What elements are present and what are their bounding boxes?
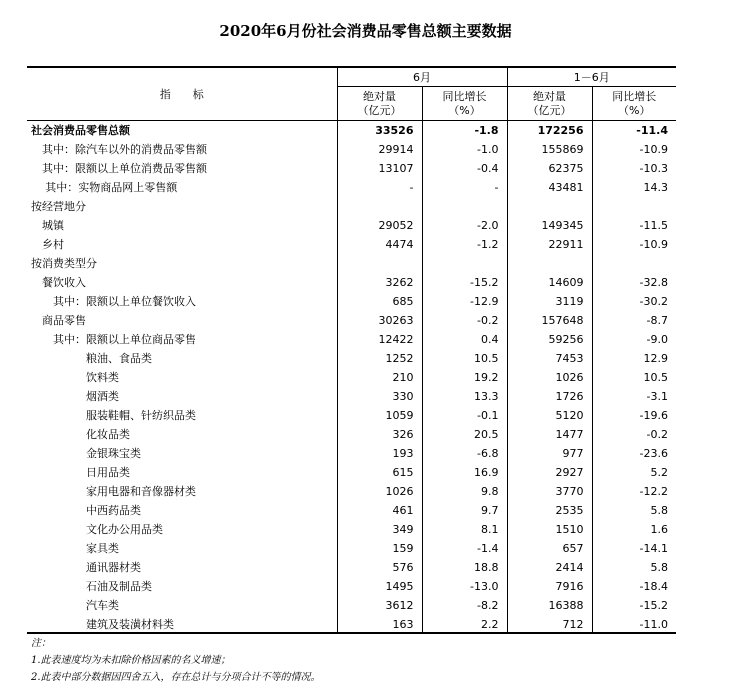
cum-abs-value: 3119	[507, 292, 592, 311]
row-name: 中西药品类	[86, 504, 141, 517]
june-abs-value: 29052	[337, 216, 422, 235]
june-abs-value: 326	[337, 425, 422, 444]
cum-abs-value: 657	[507, 539, 592, 558]
june-yoy-value: -12.9	[422, 292, 507, 311]
cum-yoy-value: 10.5	[592, 368, 676, 387]
note-1: 1.此表速度均为未扣除价格因素的名义增速；	[31, 655, 231, 666]
row-name: 按消费类型分	[31, 257, 97, 270]
cum-yoy-value	[592, 254, 676, 273]
table-row	[27, 596, 676, 615]
june-yoy-value: 13.3	[422, 387, 507, 406]
cum-yoy-value: -8.7	[592, 311, 676, 330]
cum-yoy-value: -11.4	[592, 121, 676, 141]
cum-abs-value: 2535	[507, 501, 592, 520]
june-yoy-value: -	[422, 178, 507, 197]
june-yoy-value	[422, 254, 507, 273]
table-row	[27, 273, 676, 292]
june-abs-value: 1252	[337, 349, 422, 368]
cum-abs-header: 绝对量 （亿元）	[507, 87, 592, 121]
cum-abs-value: 157648	[507, 311, 592, 330]
june-abs-value: 330	[337, 387, 422, 406]
page-title: 2020年6月份社会消费品零售总额主要数据	[219, 22, 512, 40]
table-row	[27, 235, 676, 254]
cum-abs-value: 7916	[507, 577, 592, 596]
june-abs-value: 159	[337, 539, 422, 558]
cum-abs-value: 155869	[507, 140, 592, 159]
cum-yoy-value: -18.4	[592, 577, 676, 596]
row-name: 金银珠宝类	[86, 447, 141, 460]
cum-yoy-value: -10.9	[592, 140, 676, 159]
cum-yoy-value: -10.9	[592, 235, 676, 254]
june-yoy-value: 0.4	[422, 330, 507, 349]
table-row	[27, 501, 676, 520]
row-name: 日用品类	[86, 466, 130, 479]
cum-yoy-value: 12.9	[592, 349, 676, 368]
june-yoy-value: -0.1	[422, 406, 507, 425]
cum-abs-value: 16388	[507, 596, 592, 615]
cum-yoy-value: 5.8	[592, 558, 676, 577]
june-abs-value: 30263	[337, 311, 422, 330]
table-row	[27, 520, 676, 539]
cum-abs-value: 712	[507, 615, 592, 634]
row-name: 城镇	[42, 219, 64, 232]
june-abs-value: 12422	[337, 330, 422, 349]
cum-yoy-value: -30.2	[592, 292, 676, 311]
row-name: 其中：限额以上单位餐饮收入	[53, 295, 196, 308]
row-name: 建筑及装潢材料类	[86, 618, 174, 631]
cum-yoy-value: 5.2	[592, 463, 676, 482]
table-row	[27, 159, 676, 178]
june-yoy-value: 16.9	[422, 463, 507, 482]
cum-abs-value: 3770	[507, 482, 592, 501]
june-abs-value: 163	[337, 615, 422, 634]
june-abs-value	[337, 254, 422, 273]
june-yoy-value: -6.8	[422, 444, 507, 463]
cum-yoy-value: -11.5	[592, 216, 676, 235]
june-yoy-value: 10.5	[422, 349, 507, 368]
june-yoy-value: -1.0	[422, 140, 507, 159]
cum-abs-value	[507, 197, 592, 216]
cum-abs-value: 2414	[507, 558, 592, 577]
cum-abs-value: 22911	[507, 235, 592, 254]
cum-abs-value: 5120	[507, 406, 592, 425]
row-name: 化妆品类	[86, 428, 130, 441]
cum-abs-value: 7453	[507, 349, 592, 368]
cum-abs-value: 1477	[507, 425, 592, 444]
table-row	[27, 178, 676, 197]
cum-abs-value: 172256	[507, 121, 592, 141]
cum-abs-value	[507, 254, 592, 273]
june-yoy-value: 2.2	[422, 615, 507, 634]
cum-yoy-value: -10.3	[592, 159, 676, 178]
june-abs-value: 1495	[337, 577, 422, 596]
row-name: 汽车类	[86, 599, 119, 612]
june-abs-value: 3262	[337, 273, 422, 292]
table-row	[27, 197, 676, 216]
cum-abs-value: 62375	[507, 159, 592, 178]
row-name: 商品零售	[42, 314, 86, 327]
june-yoy-value: -0.4	[422, 159, 507, 178]
row-name: 粮油、食品类	[86, 352, 152, 365]
june-yoy-value: 9.7	[422, 501, 507, 520]
june-yoy-value: 20.5	[422, 425, 507, 444]
cum-yoy-value: -0.2	[592, 425, 676, 444]
table-row	[27, 577, 676, 596]
june-abs-value: 1026	[337, 482, 422, 501]
table-row	[27, 292, 676, 311]
june-yoy-value: 8.1	[422, 520, 507, 539]
cum-yoy-value: -11.0	[592, 615, 676, 634]
period-jan-jun-header: 1－6月	[507, 67, 676, 87]
cum-abs-value: 59256	[507, 330, 592, 349]
june-yoy-value: 18.8	[422, 558, 507, 577]
row-name: 饮料类	[86, 371, 119, 384]
note-2: 2.此表中部分数据因四舍五入，存在总计与分项合计不等的情况。	[31, 672, 321, 683]
table-row	[27, 482, 676, 501]
retail-sales-table	[27, 67, 676, 634]
june-yoy-value: -13.0	[422, 577, 507, 596]
table-bottom-rule	[27, 632, 676, 634]
table-row	[27, 444, 676, 463]
june-abs-value: 615	[337, 463, 422, 482]
cum-yoy-value: -12.2	[592, 482, 676, 501]
period-june-header: 6月	[337, 67, 507, 87]
row-name: 家具类	[86, 542, 119, 555]
cum-yoy-value: -19.6	[592, 406, 676, 425]
cum-yoy-value	[592, 197, 676, 216]
cum-yoy-value: 14.3	[592, 178, 676, 197]
table-row	[27, 558, 676, 577]
june-abs-value: 193	[337, 444, 422, 463]
june-abs-value: 685	[337, 292, 422, 311]
table-row	[27, 216, 676, 235]
june-yoy-value: -2.0	[422, 216, 507, 235]
june-yoy-value	[422, 197, 507, 216]
notes-label: 注：	[31, 638, 51, 649]
cum-yoy-value: -15.2	[592, 596, 676, 615]
table-row	[27, 425, 676, 444]
june-abs-header: 绝对量 （亿元）	[337, 87, 422, 121]
june-abs-value: 1059	[337, 406, 422, 425]
cum-abs-value: 1026	[507, 368, 592, 387]
row-name: 服装鞋帽、针纺织品类	[86, 409, 196, 422]
table-row	[27, 406, 676, 425]
cum-yoy-value: -23.6	[592, 444, 676, 463]
june-yoy-value: -8.2	[422, 596, 507, 615]
row-name: 文化办公用品类	[86, 523, 163, 536]
table-row	[27, 387, 676, 406]
table-row	[27, 140, 676, 159]
cum-yoy-value: -9.0	[592, 330, 676, 349]
table-row	[27, 254, 676, 273]
cum-abs-value: 2927	[507, 463, 592, 482]
row-name: 餐饮收入	[42, 276, 86, 289]
table-row	[27, 330, 676, 349]
indicator-header: 指 标	[27, 67, 337, 121]
cum-yoy-value: 5.8	[592, 501, 676, 520]
row-name: 其中：除汽车以外的消费品零售额	[42, 143, 207, 156]
cum-abs-value: 977	[507, 444, 592, 463]
table-notes	[31, 635, 321, 686]
row-name: 其中：限额以上单位消费品零售额	[42, 162, 207, 175]
june-abs-value: -	[337, 178, 422, 197]
row-name: 石油及制品类	[86, 580, 152, 593]
june-yoy-value: -1.2	[422, 235, 507, 254]
cum-abs-value: 43481	[507, 178, 592, 197]
cum-yoy-value: 1.6	[592, 520, 676, 539]
june-abs-value: 3612	[337, 596, 422, 615]
cum-yoy-value: -32.8	[592, 273, 676, 292]
cum-abs-value: 149345	[507, 216, 592, 235]
cum-abs-value: 1726	[507, 387, 592, 406]
cum-yoy-value: -14.1	[592, 539, 676, 558]
row-name: 烟酒类	[86, 390, 119, 403]
cum-abs-value: 14609	[507, 273, 592, 292]
june-yoy-value: 19.2	[422, 368, 507, 387]
row-name: 其中：限额以上单位商品零售	[53, 333, 196, 346]
june-abs-value: 29914	[337, 140, 422, 159]
june-yoy-value: -0.2	[422, 311, 507, 330]
table-row	[27, 368, 676, 387]
june-abs-value: 4474	[337, 235, 422, 254]
row-name: 乡村	[42, 238, 64, 251]
june-yoy-value: -1.8	[422, 121, 507, 141]
june-yoy-value: -15.2	[422, 273, 507, 292]
june-abs-value	[337, 197, 422, 216]
table-row	[27, 539, 676, 558]
june-abs-value: 33526	[337, 121, 422, 141]
june-yoy-header: 同比增长 （%）	[422, 87, 507, 121]
row-name: 社会消费品零售总额	[31, 124, 130, 137]
june-abs-value: 349	[337, 520, 422, 539]
table-row	[27, 121, 676, 141]
table-row	[27, 463, 676, 482]
cum-yoy-header: 同比增长 （%）	[592, 87, 676, 121]
june-abs-value: 461	[337, 501, 422, 520]
table-row	[27, 311, 676, 330]
cum-abs-value: 1510	[507, 520, 592, 539]
row-name: 按经营地分	[31, 200, 86, 213]
row-name: 通讯器材类	[86, 561, 141, 574]
cum-yoy-value: -3.1	[592, 387, 676, 406]
june-yoy-value: -1.4	[422, 539, 507, 558]
row-name: 家用电器和音像器材类	[86, 485, 196, 498]
june-abs-value: 576	[337, 558, 422, 577]
table-row	[27, 349, 676, 368]
row-name: 其中：实物商品网上零售额	[45, 181, 178, 194]
june-abs-value: 13107	[337, 159, 422, 178]
june-abs-value: 210	[337, 368, 422, 387]
june-yoy-value: 9.8	[422, 482, 507, 501]
